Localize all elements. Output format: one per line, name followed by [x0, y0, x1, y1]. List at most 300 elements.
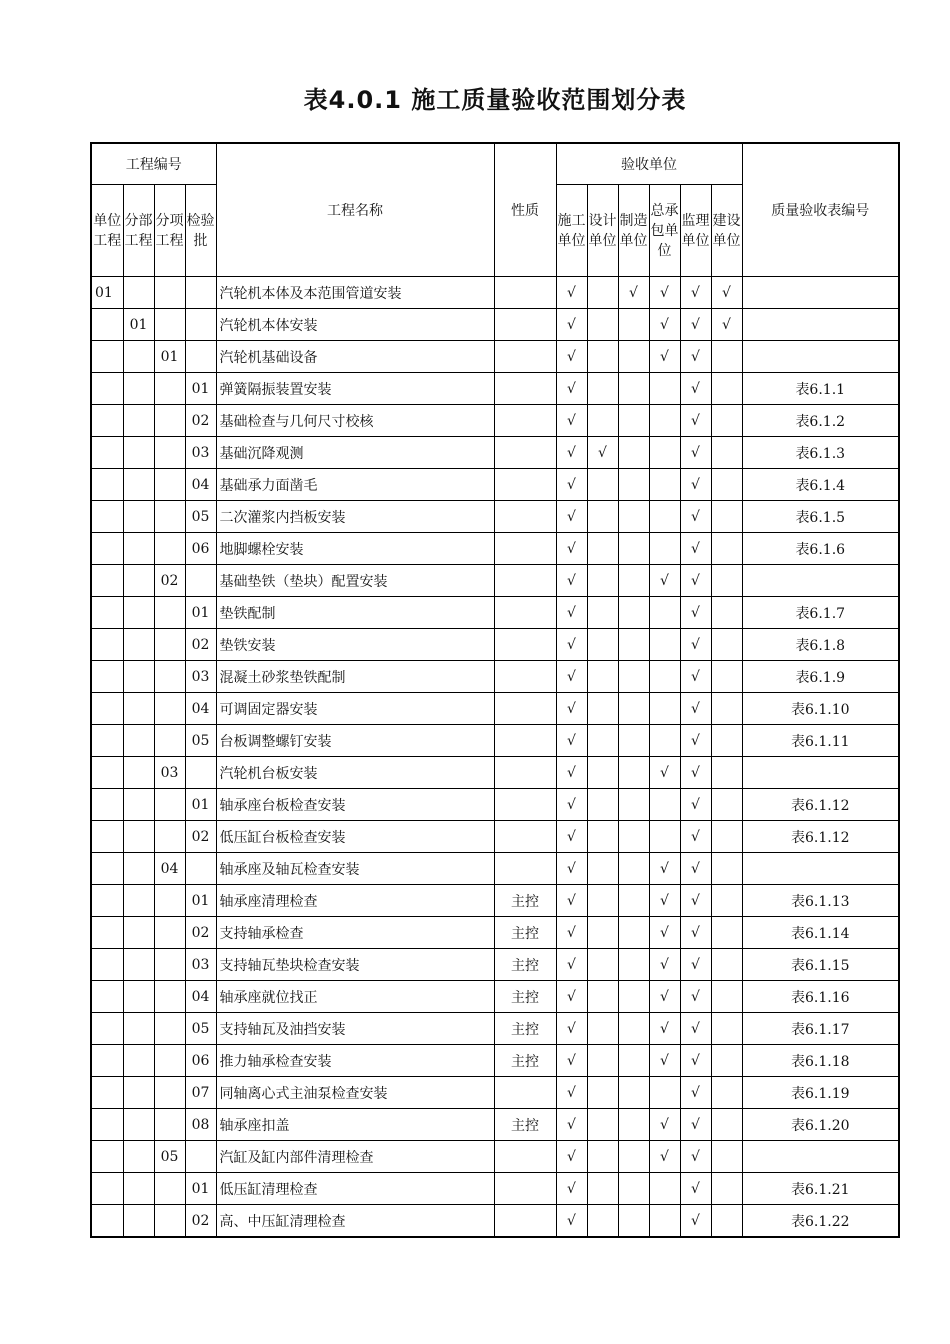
item-code-cell — [154, 821, 185, 853]
general-contractor-check-cell — [649, 629, 680, 661]
design-check-cell — [587, 757, 618, 789]
supervision-check-cell: √ — [680, 757, 711, 789]
design-check-cell — [587, 341, 618, 373]
unit-code-cell — [91, 309, 123, 341]
division-code-cell — [123, 1109, 154, 1141]
owner-check-cell — [711, 501, 742, 533]
table-body — [91, 277, 899, 1238]
unit-code-cell — [91, 1013, 123, 1045]
table-row — [91, 1205, 899, 1238]
lot-code-cell: 02 — [185, 821, 216, 853]
design-check-cell — [587, 597, 618, 629]
general-contractor-check-cell: √ — [649, 949, 680, 981]
item-code-cell — [154, 725, 185, 757]
table-row — [91, 405, 899, 437]
project-name-cell: 地脚螺栓安装 — [216, 533, 494, 565]
manufacture-check-cell — [618, 533, 649, 565]
unit-code-cell — [91, 853, 123, 885]
form-number-cell: 表6.1.9 — [742, 661, 899, 693]
lot-code-cell: 01 — [185, 789, 216, 821]
unit-code-cell — [91, 597, 123, 629]
table-row — [91, 629, 899, 661]
nature-cell — [494, 789, 556, 821]
division-code-cell — [123, 629, 154, 661]
design-check-cell — [587, 629, 618, 661]
owner-check-cell: √ — [711, 309, 742, 341]
division-code-cell — [123, 981, 154, 1013]
construction-check-cell: √ — [556, 789, 587, 821]
nature-cell — [494, 1077, 556, 1109]
supervision-check-cell: √ — [680, 1141, 711, 1173]
unit-code-cell — [91, 693, 123, 725]
construction-check-cell: √ — [556, 277, 587, 309]
owner-unit-header: 建设单位 — [711, 185, 742, 277]
owner-check-cell — [711, 597, 742, 629]
design-check-cell: √ — [587, 437, 618, 469]
project-name-cell: 推力轴承检查安装 — [216, 1045, 494, 1077]
design-check-cell — [587, 533, 618, 565]
design-check-cell — [587, 1077, 618, 1109]
division-code-cell — [123, 821, 154, 853]
item-code-cell — [154, 373, 185, 405]
supervision-check-cell: √ — [680, 981, 711, 1013]
design-check-cell — [587, 917, 618, 949]
division-code-cell — [123, 1205, 154, 1238]
lot-code-cell: 05 — [185, 1013, 216, 1045]
design-check-cell — [587, 277, 618, 309]
construction-check-cell: √ — [556, 629, 587, 661]
lot-code-cell — [185, 277, 216, 309]
item-project-header: 分项工程 — [154, 185, 185, 277]
item-code-cell — [154, 277, 185, 309]
owner-check-cell — [711, 693, 742, 725]
construction-check-cell: √ — [556, 565, 587, 597]
item-code-cell — [154, 981, 185, 1013]
unit-code-cell — [91, 405, 123, 437]
nature-cell — [494, 725, 556, 757]
form-number-cell: 表6.1.16 — [742, 981, 899, 1013]
project-name-cell: 垫铁安装 — [216, 629, 494, 661]
owner-check-cell — [711, 341, 742, 373]
table-row — [91, 821, 899, 853]
project-name-cell: 汽轮机基础设备 — [216, 341, 494, 373]
project-name-cell: 汽轮机本体安装 — [216, 309, 494, 341]
manufacture-check-cell — [618, 821, 649, 853]
design-check-cell — [587, 501, 618, 533]
design-check-cell — [587, 565, 618, 597]
lot-code-cell: 02 — [185, 917, 216, 949]
form-number-header: 质量验收表编号 — [742, 143, 899, 277]
construction-check-cell: √ — [556, 693, 587, 725]
lot-code-cell: 02 — [185, 405, 216, 437]
unit-code-cell: 01 — [91, 277, 123, 309]
owner-check-cell — [711, 821, 742, 853]
supervision-check-cell: √ — [680, 469, 711, 501]
item-code-cell: 04 — [154, 853, 185, 885]
nature-cell — [494, 469, 556, 501]
nature-cell — [494, 405, 556, 437]
general-contractor-check-cell: √ — [649, 1141, 680, 1173]
supervision-check-cell: √ — [680, 405, 711, 437]
owner-check-cell — [711, 661, 742, 693]
manufacture-check-cell — [618, 373, 649, 405]
table-row — [91, 1141, 899, 1173]
owner-check-cell — [711, 565, 742, 597]
table-row — [91, 1045, 899, 1077]
nature-cell — [494, 277, 556, 309]
construction-check-cell: √ — [556, 1173, 587, 1205]
item-code-cell — [154, 1173, 185, 1205]
general-contractor-check-cell — [649, 469, 680, 501]
supervision-check-cell: √ — [680, 693, 711, 725]
item-code-cell — [154, 917, 185, 949]
general-contractor-check-cell: √ — [649, 1109, 680, 1141]
general-contractor-check-cell — [649, 501, 680, 533]
item-code-cell: 02 — [154, 565, 185, 597]
general-contractor-check-cell — [649, 533, 680, 565]
design-check-cell — [587, 821, 618, 853]
item-code-cell — [154, 661, 185, 693]
unit-code-cell — [91, 885, 123, 917]
project-name-cell: 轴承座扣盖 — [216, 1109, 494, 1141]
general-contractor-check-cell — [649, 373, 680, 405]
table-row — [91, 309, 899, 341]
nature-cell — [494, 757, 556, 789]
supervision-check-cell: √ — [680, 661, 711, 693]
manufacture-check-cell — [618, 469, 649, 501]
general-contractor-check-cell — [649, 661, 680, 693]
design-check-cell — [587, 1045, 618, 1077]
nature-cell — [494, 597, 556, 629]
table-row — [91, 725, 899, 757]
owner-check-cell — [711, 1013, 742, 1045]
construction-check-cell: √ — [556, 341, 587, 373]
design-check-cell — [587, 981, 618, 1013]
lot-code-cell: 01 — [185, 1173, 216, 1205]
division-code-cell — [123, 565, 154, 597]
nature-cell — [494, 437, 556, 469]
form-number-cell: 表6.1.21 — [742, 1173, 899, 1205]
lot-code-cell: 04 — [185, 981, 216, 1013]
supervision-check-cell: √ — [680, 437, 711, 469]
division-code-cell — [123, 533, 154, 565]
manufacture-check-cell — [618, 565, 649, 597]
table-row — [91, 949, 899, 981]
form-number-cell: 表6.1.1 — [742, 373, 899, 405]
design-check-cell — [587, 309, 618, 341]
supervision-check-cell: √ — [680, 885, 711, 917]
owner-check-cell — [711, 1205, 742, 1238]
design-check-cell — [587, 1205, 618, 1238]
project-name-cell: 轴承座就位找正 — [216, 981, 494, 1013]
form-number-cell: 表6.1.12 — [742, 789, 899, 821]
general-contractor-check-cell: √ — [649, 1013, 680, 1045]
table-row — [91, 1077, 899, 1109]
design-check-cell — [587, 405, 618, 437]
owner-check-cell: √ — [711, 277, 742, 309]
item-code-cell — [154, 1013, 185, 1045]
project-name-cell: 混凝土砂浆垫铁配制 — [216, 661, 494, 693]
construction-check-cell: √ — [556, 949, 587, 981]
item-code-cell — [154, 597, 185, 629]
manufacture-check-cell — [618, 1173, 649, 1205]
construction-check-cell: √ — [556, 1205, 587, 1238]
item-code-cell — [154, 1077, 185, 1109]
form-number-cell — [742, 853, 899, 885]
unit-code-cell — [91, 981, 123, 1013]
division-code-cell — [123, 373, 154, 405]
item-code-cell — [154, 405, 185, 437]
general-contractor-check-cell — [649, 1077, 680, 1109]
project-name-cell: 同轴离心式主油泵检查安装 — [216, 1077, 494, 1109]
manufacture-check-cell — [618, 309, 649, 341]
form-number-cell: 表6.1.15 — [742, 949, 899, 981]
construction-unit-header: 施工单位 — [556, 185, 587, 277]
manufacture-check-cell — [618, 1109, 649, 1141]
nature-cell — [494, 1205, 556, 1238]
owner-check-cell — [711, 1141, 742, 1173]
nature-cell: 主控 — [494, 1013, 556, 1045]
design-check-cell — [587, 373, 618, 405]
design-check-cell — [587, 885, 618, 917]
nature-cell — [494, 501, 556, 533]
supervision-check-cell: √ — [680, 341, 711, 373]
owner-check-cell — [711, 405, 742, 437]
supervision-check-cell: √ — [680, 597, 711, 629]
construction-check-cell: √ — [556, 853, 587, 885]
construction-check-cell: √ — [556, 917, 587, 949]
item-code-cell — [154, 949, 185, 981]
manufacture-check-cell: √ — [618, 277, 649, 309]
design-check-cell — [587, 1141, 618, 1173]
manufacture-check-cell — [618, 597, 649, 629]
division-code-cell — [123, 469, 154, 501]
general-contractor-check-cell: √ — [649, 981, 680, 1013]
table-row — [91, 917, 899, 949]
supervision-check-cell: √ — [680, 821, 711, 853]
form-number-cell: 表6.1.8 — [742, 629, 899, 661]
division-code-cell — [123, 789, 154, 821]
owner-check-cell — [711, 725, 742, 757]
supervision-check-cell: √ — [680, 1077, 711, 1109]
unit-code-cell — [91, 565, 123, 597]
general-contractor-check-cell — [649, 693, 680, 725]
supervision-check-cell: √ — [680, 309, 711, 341]
table-row — [91, 597, 899, 629]
form-number-cell — [742, 565, 899, 597]
construction-check-cell: √ — [556, 533, 587, 565]
supervision-check-cell: √ — [680, 1045, 711, 1077]
manufacture-check-cell — [618, 917, 649, 949]
division-code-cell — [123, 853, 154, 885]
manufacture-check-cell — [618, 341, 649, 373]
lot-code-cell — [185, 565, 216, 597]
form-number-cell: 表6.1.12 — [742, 821, 899, 853]
general-contractor-check-cell — [649, 789, 680, 821]
item-code-cell — [154, 501, 185, 533]
table-row — [91, 789, 899, 821]
project-name-cell: 轴承座及轴瓦检查安装 — [216, 853, 494, 885]
owner-check-cell — [711, 981, 742, 1013]
general-contractor-check-cell: √ — [649, 277, 680, 309]
design-check-cell — [587, 469, 618, 501]
lot-code-cell: 04 — [185, 693, 216, 725]
division-code-cell: 01 — [123, 309, 154, 341]
owner-check-cell — [711, 629, 742, 661]
design-unit-header: 设计单位 — [587, 185, 618, 277]
supervision-check-cell: √ — [680, 1173, 711, 1205]
nature-cell — [494, 533, 556, 565]
division-code-cell — [123, 693, 154, 725]
construction-check-cell: √ — [556, 437, 587, 469]
unit-code-cell — [91, 1173, 123, 1205]
manufacture-check-cell — [618, 1045, 649, 1077]
table-row — [91, 277, 899, 309]
construction-check-cell: √ — [556, 757, 587, 789]
construction-check-cell: √ — [556, 405, 587, 437]
owner-check-cell — [711, 757, 742, 789]
owner-check-cell — [711, 1173, 742, 1205]
design-check-cell — [587, 725, 618, 757]
construction-check-cell: √ — [556, 373, 587, 405]
item-code-cell: 05 — [154, 1141, 185, 1173]
project-name-cell: 支持轴瓦垫块检查安装 — [216, 949, 494, 981]
form-number-cell: 表6.1.22 — [742, 1205, 899, 1238]
form-number-cell: 表6.1.14 — [742, 917, 899, 949]
design-check-cell — [587, 661, 618, 693]
nature-cell — [494, 565, 556, 597]
nature-cell — [494, 629, 556, 661]
construction-check-cell: √ — [556, 1013, 587, 1045]
construction-check-cell: √ — [556, 1141, 587, 1173]
item-code-cell: 03 — [154, 757, 185, 789]
acceptance-units-header: 验收单位 — [556, 143, 742, 185]
item-code-cell — [154, 1109, 185, 1141]
division-project-header: 分部工程 — [123, 185, 154, 277]
lot-code-cell: 06 — [185, 533, 216, 565]
nature-cell: 主控 — [494, 1109, 556, 1141]
division-code-cell — [123, 757, 154, 789]
division-code-cell — [123, 341, 154, 373]
table-row — [91, 501, 899, 533]
manufacture-check-cell — [618, 693, 649, 725]
division-code-cell — [123, 437, 154, 469]
lot-code-cell: 06 — [185, 1045, 216, 1077]
supervision-check-cell: √ — [680, 629, 711, 661]
construction-check-cell: √ — [556, 597, 587, 629]
form-number-cell: 表6.1.19 — [742, 1077, 899, 1109]
nature-cell — [494, 821, 556, 853]
table-row — [91, 1173, 899, 1205]
project-name-cell: 弹簧隔振装置安装 — [216, 373, 494, 405]
lot-code-cell — [185, 309, 216, 341]
unit-code-cell — [91, 789, 123, 821]
project-name-cell: 汽轮机台板安装 — [216, 757, 494, 789]
unit-code-cell — [91, 757, 123, 789]
design-check-cell — [587, 853, 618, 885]
supervision-check-cell: √ — [680, 1109, 711, 1141]
general-contractor-check-cell — [649, 1205, 680, 1238]
nature-cell — [494, 693, 556, 725]
general-contractor-check-cell: √ — [649, 853, 680, 885]
nature-cell — [494, 373, 556, 405]
project-name-cell: 轴承座台板检查安装 — [216, 789, 494, 821]
supervision-unit-header: 监理单位 — [680, 185, 711, 277]
construction-check-cell: √ — [556, 1109, 587, 1141]
page-title: 表4.0.1 施工质量验收范围划分表 — [303, 86, 687, 114]
design-check-cell — [587, 693, 618, 725]
general-contractor-check-cell — [649, 725, 680, 757]
form-number-cell: 表6.1.11 — [742, 725, 899, 757]
owner-check-cell — [711, 917, 742, 949]
lot-code-cell: 07 — [185, 1077, 216, 1109]
general-contractor-check-cell: √ — [649, 565, 680, 597]
project-name-cell: 二次灌浆内挡板安装 — [216, 501, 494, 533]
project-name-cell: 基础沉降观测 — [216, 437, 494, 469]
form-number-cell: 表6.1.20 — [742, 1109, 899, 1141]
item-code-cell: 01 — [154, 341, 185, 373]
owner-check-cell — [711, 1109, 742, 1141]
unit-code-cell — [91, 437, 123, 469]
manufacture-check-cell — [618, 437, 649, 469]
manufacture-check-cell — [618, 1141, 649, 1173]
project-name-cell: 低压缸台板检查安装 — [216, 821, 494, 853]
project-name-cell: 基础垫铁（垫块）配置安装 — [216, 565, 494, 597]
supervision-check-cell: √ — [680, 725, 711, 757]
item-code-cell — [154, 469, 185, 501]
unit-project-header: 单位工程 — [91, 185, 123, 277]
lot-code-cell: 02 — [185, 1205, 216, 1238]
division-code-cell — [123, 597, 154, 629]
project-name-header: 工程名称 — [216, 143, 494, 277]
form-number-cell: 表6.1.3 — [742, 437, 899, 469]
manufacture-check-cell — [618, 661, 649, 693]
division-code-cell — [123, 405, 154, 437]
unit-code-cell — [91, 469, 123, 501]
nature-cell: 主控 — [494, 1045, 556, 1077]
manufacture-check-cell — [618, 629, 649, 661]
table-row — [91, 565, 899, 597]
form-number-cell: 表6.1.10 — [742, 693, 899, 725]
project-name-cell: 支持轴瓦及油挡安装 — [216, 1013, 494, 1045]
general-contractor-check-cell: √ — [649, 757, 680, 789]
owner-check-cell — [711, 533, 742, 565]
item-code-cell — [154, 789, 185, 821]
division-code-cell — [123, 1013, 154, 1045]
division-code-cell — [123, 917, 154, 949]
construction-check-cell: √ — [556, 309, 587, 341]
form-number-cell: 表6.1.2 — [742, 405, 899, 437]
unit-code-cell — [91, 341, 123, 373]
nature-cell: 主控 — [494, 981, 556, 1013]
lot-code-cell: 03 — [185, 437, 216, 469]
lot-code-cell: 02 — [185, 629, 216, 661]
manufacture-check-cell — [618, 501, 649, 533]
table-row — [91, 1109, 899, 1141]
lot-code-cell: 01 — [185, 597, 216, 629]
division-code-cell — [123, 1077, 154, 1109]
unit-code-cell — [91, 1205, 123, 1238]
general-contractor-header: 总承包单位 — [649, 185, 680, 277]
form-number-cell — [742, 1141, 899, 1173]
owner-check-cell — [711, 1077, 742, 1109]
general-contractor-check-cell — [649, 405, 680, 437]
form-number-cell: 表6.1.5 — [742, 501, 899, 533]
unit-code-cell — [91, 629, 123, 661]
construction-check-cell: √ — [556, 501, 587, 533]
unit-code-cell — [91, 725, 123, 757]
nature-cell — [494, 309, 556, 341]
